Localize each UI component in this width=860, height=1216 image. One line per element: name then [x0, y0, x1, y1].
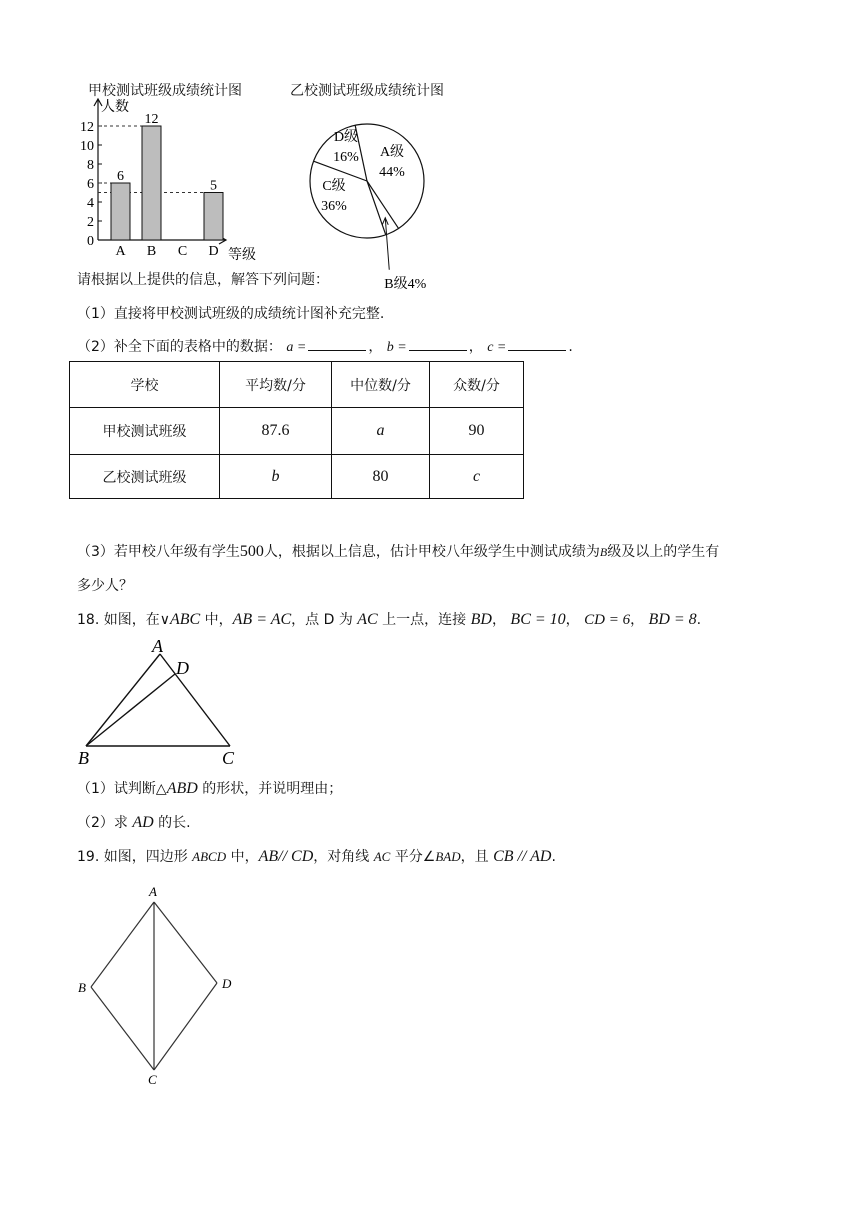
edge-ab — [91, 902, 154, 987]
table-header: 平均数/分 — [220, 362, 332, 408]
q19-var: ABCD — [192, 849, 227, 864]
x-axis-label: 等级 — [228, 248, 256, 263]
pie-slice-label: D级 — [333, 130, 359, 145]
edge-bd — [86, 674, 175, 746]
vertex-label-b: B — [78, 980, 86, 995]
q18-text: （2）求 — [77, 815, 133, 831]
pie-chart-caption: 乙校测试班级成绩统计图 — [290, 83, 444, 99]
pie-chart — [300, 118, 440, 292]
triangle-symbol: ∨ — [159, 613, 170, 628]
q17-b-label: b = — [386, 340, 407, 355]
answer-blank-b[interactable] — [409, 338, 467, 351]
table-cell: 80 — [332, 455, 430, 499]
q19-text: 中， — [226, 849, 259, 865]
table-cell: a — [332, 408, 430, 455]
vertex-label-c: C — [222, 748, 235, 768]
x-tick-label: D — [208, 244, 219, 259]
q17-a-label: a = — [286, 340, 307, 355]
bar — [204, 193, 223, 241]
data-label: 12 — [144, 112, 159, 127]
q19-text: ，且 — [460, 849, 494, 865]
table-header: 学校 — [70, 362, 220, 408]
edge-ab — [86, 654, 160, 746]
table-cell: 90 — [430, 408, 524, 455]
q18-var: BD — [470, 611, 492, 628]
table-row — [70, 408, 524, 455]
table-row — [70, 455, 524, 499]
q18-text: ， — [491, 612, 506, 628]
q18-text: （1）试判断△ — [77, 781, 167, 797]
q18-text: 上一点，连接 — [377, 612, 471, 628]
edge-cd — [154, 983, 217, 1070]
y-tick-label: 6 — [87, 177, 94, 192]
pie-slice-callout: B级4% — [384, 276, 427, 292]
q17-part1: （1）直接将甲校测试班级的成绩统计图补充完整. — [77, 306, 385, 322]
q19-var: AC — [373, 849, 391, 864]
bar — [111, 183, 130, 240]
x-tick-label: C — [177, 244, 188, 259]
pie-slice-label: C级 — [322, 179, 346, 194]
table-header: 众数/分 — [430, 362, 524, 408]
q18-var: AC — [357, 611, 378, 628]
q17-part3-text: （3）若甲校八年级有学生 — [77, 544, 240, 560]
intro-text: 请根据以上提供的信息，解答下列问题： — [77, 272, 329, 288]
q17-part3-line1 — [77, 541, 719, 561]
q18-var: AD — [132, 814, 154, 831]
score-table — [69, 361, 524, 499]
q17-part3-text: 人，根据以上信息，估计甲校八年级学生中测试成绩为 — [263, 544, 600, 560]
q18-var: BD = 8 — [648, 611, 697, 628]
vertex-label-d: D — [222, 976, 232, 991]
table-cell: 甲校测试班级 — [70, 408, 220, 455]
y-tick-label: 2 — [87, 215, 94, 230]
table-cell: 87.6 — [220, 408, 332, 455]
y-tick-label: 10 — [80, 139, 94, 154]
q18-text: 中， — [200, 612, 233, 628]
pie-slice-value: 16% — [333, 150, 359, 165]
vertex-label-c: C — [148, 1072, 157, 1087]
q19-text: 平分∠ — [390, 849, 436, 865]
q17-c-label: c = — [487, 340, 507, 355]
edge-bc — [91, 987, 154, 1070]
q18-text: ，点 D 为 — [291, 612, 358, 628]
pie-slice-value: 44% — [379, 165, 405, 180]
table-header-row — [70, 362, 524, 408]
y-axis-label: 人数 — [101, 100, 129, 115]
data-label: 6 — [117, 169, 124, 184]
bar — [142, 126, 161, 240]
q18-part1 — [77, 778, 342, 798]
answer-blank-c[interactable] — [508, 338, 566, 351]
pie-slice-value: 36% — [321, 199, 347, 214]
pie-slice-label: A级 — [379, 145, 405, 160]
vertex-label-b: B — [78, 748, 89, 768]
q19-var: BAD — [435, 849, 461, 864]
y-tick-label: 8 — [87, 158, 94, 173]
student-count: 500 — [239, 543, 264, 560]
quadrilateral-figure — [74, 880, 244, 1090]
x-tick-label: B — [146, 244, 157, 259]
edge-ac — [160, 654, 230, 746]
triangle-figure — [74, 636, 244, 768]
y-tick-label: 12 — [80, 120, 94, 135]
table-header: 中位数/分 — [332, 362, 430, 408]
y-tick-label: 0 — [87, 234, 94, 249]
vertex-label-a: A — [149, 884, 157, 899]
q19-text: 19. 如图，四边形 — [77, 849, 193, 865]
q19-text: . — [551, 849, 556, 865]
q19-stem — [77, 846, 556, 866]
q18-stem: 18. 如图，在∨ABC 中，AB = AC，点 D 为 AC 上一点，连接 BD， BC = 10， CD = 6， BD = 8. — [77, 611, 702, 628]
bar-chart-caption: 甲校测试班级成绩统计图 — [88, 83, 242, 99]
q18-var: CD = 6 — [584, 612, 631, 628]
q17-part3-text: 级及以上的学生有 — [607, 544, 720, 560]
answer-blank-a[interactable] — [308, 338, 366, 351]
q17-part3-line2: 多少人？ — [77, 578, 133, 594]
q17-part2-prefix: （2）补全下面的表格中的数据： — [77, 339, 282, 355]
q18-var: AB = AC — [232, 611, 292, 628]
q18-var: ABC — [169, 611, 201, 628]
q18-text: 的长. — [153, 815, 191, 831]
table-cell: b — [220, 455, 332, 499]
q18-part2 — [77, 812, 191, 832]
q18-var: ABD — [166, 780, 198, 797]
q19-var: CB // AD — [493, 848, 552, 865]
y-tick-label: 4 — [87, 196, 94, 211]
vertex-label-a: A — [152, 636, 163, 656]
q18-text: 的形状，并说明理由； — [197, 781, 343, 797]
q17-part2: （2）补全下面的表格中的数据： a = ， b = ， c = . — [77, 339, 573, 355]
bar-chart — [70, 95, 270, 263]
x-tick-label: A — [115, 244, 126, 259]
table-cell: 乙校测试班级 — [70, 455, 220, 499]
vertex-label-d: D — [176, 658, 189, 678]
q18-var: BC = 10 — [510, 611, 566, 628]
edge-ad — [154, 902, 217, 983]
q19-text: ，对角线 — [313, 849, 374, 865]
grade-var: B — [599, 545, 608, 559]
table-cell: c — [430, 455, 524, 499]
data-label: 5 — [210, 178, 217, 194]
q19-var: AB// CD — [258, 848, 314, 865]
q18-text: 18. 如图，在 — [77, 612, 160, 628]
